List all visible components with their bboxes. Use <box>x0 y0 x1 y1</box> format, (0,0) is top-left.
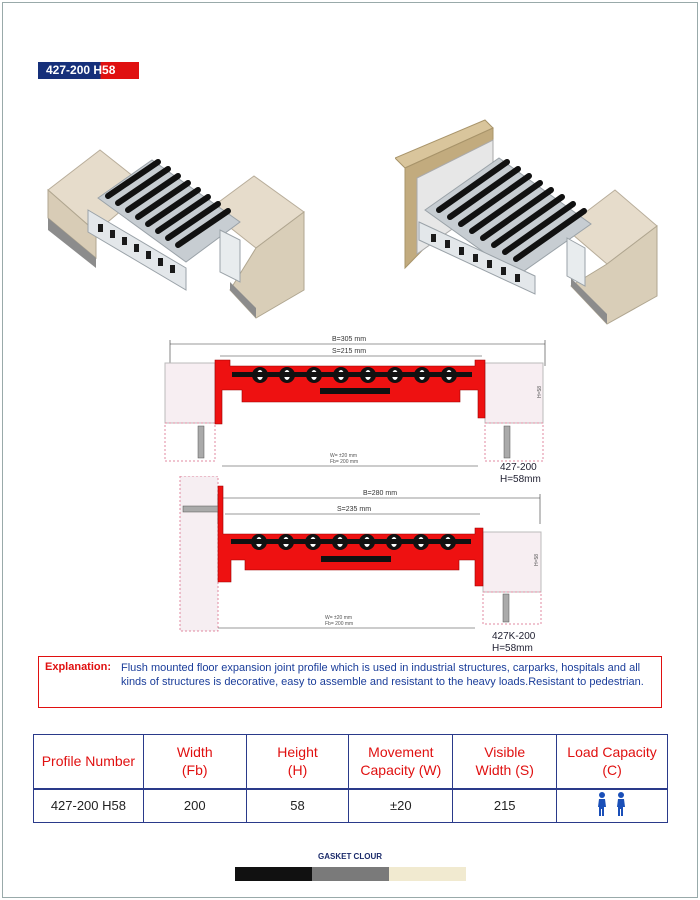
drawing-2-code-height: H=58mm <box>492 643 533 654</box>
header-height-line1: Height <box>277 744 318 761</box>
header-height-line2: (H) <box>287 762 308 779</box>
section-drawing-427-200 <box>160 330 555 475</box>
dim-inner-2: S=235 mm <box>337 506 372 513</box>
explanation-box <box>38 656 662 708</box>
header-load-capacity <box>557 735 668 789</box>
gasket-swatch-grey <box>312 867 389 881</box>
section-drawing-427K-200 <box>175 476 555 641</box>
cell-load <box>557 789 668 823</box>
spec-table <box>33 734 668 823</box>
cell-movement: ±20 <box>349 789 453 823</box>
header-movement <box>349 735 453 789</box>
dim-outer-2: B=280 mm <box>363 490 398 497</box>
cell-profile: 427-200 H58 <box>34 789 144 823</box>
dim-movement: W= ±20 mm <box>330 453 358 459</box>
gasket-swatch-black <box>235 867 312 881</box>
explanation-label: Explanation: <box>45 661 112 673</box>
gasket-swatch-beige <box>389 867 466 881</box>
header-visible-line1: Visible <box>484 744 526 761</box>
header-load-line1: Load Capacity <box>567 744 657 761</box>
header-movement-line1: Movement <box>368 744 434 761</box>
dim-fb-2: Fb= 200 mm <box>325 621 354 627</box>
drawing-1-code-height: H=58mm <box>500 474 541 485</box>
render-floor-to-floor <box>40 140 310 320</box>
table-row <box>34 789 668 823</box>
cell-width: 200 <box>143 789 246 823</box>
header-load-line2: (C) <box>602 762 622 779</box>
render-floor-to-wall <box>395 118 665 328</box>
gasket-colour-title: GASKET CLOUR <box>318 852 382 861</box>
header-visible-line2: Width (S) <box>475 762 534 779</box>
drawing-1-code-number: 427-200 <box>500 462 537 473</box>
dim-height-2: H=58 <box>534 553 540 566</box>
dim-outer: B=305 mm <box>332 336 367 343</box>
header-profile-number-text: Profile Number <box>41 753 136 770</box>
drawing-2-code <box>492 631 535 655</box>
dim-fb: Fb= 200 mm <box>330 459 359 465</box>
pedestrian-icon <box>592 791 632 817</box>
header-width <box>143 735 246 789</box>
cell-visible: 215 <box>453 789 557 823</box>
drawing-2-code-number: 427K-200 <box>492 631 536 642</box>
cell-height: 58 <box>246 789 349 823</box>
dim-height: H=58 <box>537 385 543 398</box>
header-visible-width <box>453 735 557 789</box>
product-badge: 427-200 H58 <box>38 62 139 79</box>
table-header-row <box>34 735 668 789</box>
header-profile-number <box>34 735 144 789</box>
dim-movement-2: W= ±20 mm <box>325 615 353 621</box>
header-movement-line2: Capacity (W) <box>360 762 442 779</box>
header-width-line1: Width <box>176 744 213 761</box>
gasket-swatches <box>235 867 466 881</box>
header-height <box>246 735 349 789</box>
header-width-line2: (Fb) <box>181 762 208 779</box>
dim-inner: S=215 mm <box>332 348 367 355</box>
explanation-text: Flush mounted floor expansion joint profile which is used in industrial structures, carparks, hospitals and all kinds of structures is decorative, easy to assemble and resistant to the heavy loads.Resistant to pedestrian. <box>121 662 644 688</box>
